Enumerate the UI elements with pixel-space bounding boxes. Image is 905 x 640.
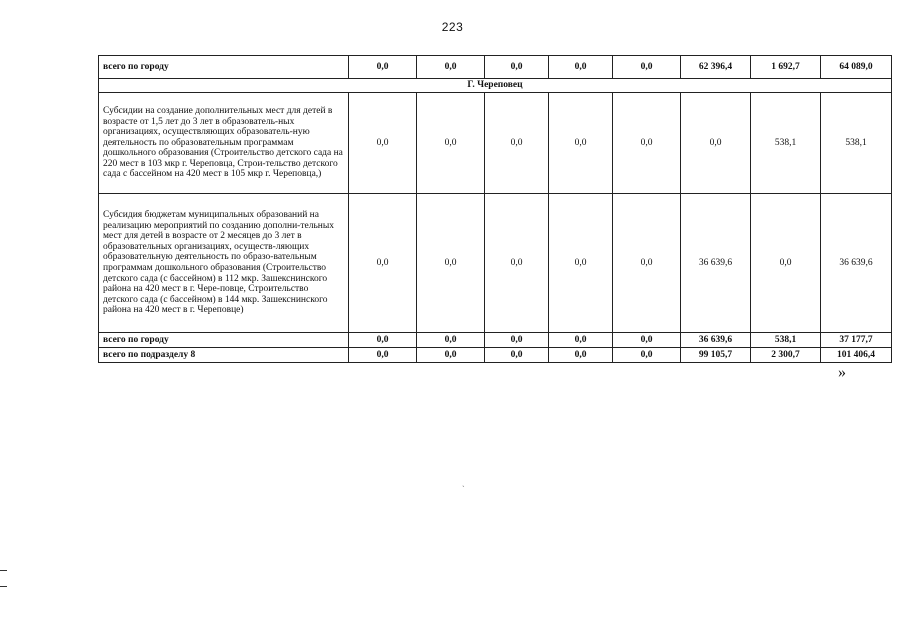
table-cell: 0,0 [549,194,613,333]
table-cell: 2 300,7 [751,348,821,363]
table-cell: 64 089,0 [821,56,892,79]
table-cell: 0,0 [417,194,485,333]
table-cell: 0,0 [613,194,681,333]
table-cell: 36 639,6 [681,333,751,348]
closing-quote: » [838,364,846,381]
row-label: всего по городу [99,333,349,348]
table-cell: 538,1 [751,333,821,348]
edge-tick-mark [0,586,7,587]
table-cell: 0,0 [613,93,681,194]
table-cell: 1 692,7 [751,56,821,79]
table-row [99,348,892,363]
table-cell: 0,0 [549,348,613,363]
table-row [99,333,892,348]
table-cell: 0,0 [485,93,549,194]
table-cell: 0,0 [417,348,485,363]
row-label: Субсидии на создание дополнительных мест для детей в возрасте от 1,5 лет до 3 лет в образователь-ных организациях, осуществляющих образователь-ную деятельность по образовательным программам дошкольного образования (Строительство детского сада на 220 мест в 103 мкр г. Череповца, Строи-тельство детского сада с бассейном на 420 мест в 105 мкр г. Череповца,) [99,93,349,194]
table-cell: 538,1 [751,93,821,194]
row-label: всего по подразделу 8 [99,348,349,363]
table-cell: 99 105,7 [681,348,751,363]
table-cell: 0,0 [349,56,417,79]
table-cell: 0,0 [613,56,681,79]
row-label: Субсидия бюджетам муниципальных образований на реализацию мероприятий по созданию дополни-тельных мест для детей в возрасте от 2 месяцев до 3 лет в образовательных организациях, осуществ-ляющих образовательную деятельность по образо-вательным программам дошкольного образования (Строительство детского сада (с бассейном) в 112 мкр. Зашекснинского района на 420 мест в г. Чере-повце, Строительство детского сада (с бассейном) в 144 мкр. Зашекснинского района на 420 мест в г. Череповце) [99,194,349,333]
table-cell: 0,0 [349,348,417,363]
table-row [99,56,892,79]
table-cell: 0,0 [417,56,485,79]
table-cell: 0,0 [349,194,417,333]
table-cell: 0,0 [349,93,417,194]
table-cell: 101 406,4 [821,348,892,363]
table-cell: 538,1 [821,93,892,194]
table-cell: 0,0 [681,93,751,194]
table-cell: 0,0 [485,56,549,79]
table-cell: 0,0 [549,333,613,348]
table-cell: 0,0 [549,56,613,79]
table-cell: 0,0 [417,333,485,348]
table-cell: 36 639,6 [821,194,892,333]
table-cell: 0,0 [613,333,681,348]
table-cell: 62 396,4 [681,56,751,79]
table-cell: 0,0 [613,348,681,363]
table-cell: 0,0 [751,194,821,333]
table-cell: 0,0 [417,93,485,194]
table-row [99,79,892,93]
budget-table [98,55,892,363]
edge-tick-mark [0,570,7,571]
page-number: 223 [441,20,464,34]
city-header: Г. Череповец [99,79,892,93]
table-cell: 0,0 [485,348,549,363]
table-cell: 37 177,7 [821,333,892,348]
table-row [99,194,892,333]
row-label: всего по городу [99,56,349,79]
table-cell: 0,0 [549,93,613,194]
table-cell: 0,0 [349,333,417,348]
stray-mark: ˎ [462,478,465,487]
table-cell: 0,0 [485,333,549,348]
table-cell: 36 639,6 [681,194,751,333]
table-cell: 0,0 [485,194,549,333]
table-row [99,93,892,194]
